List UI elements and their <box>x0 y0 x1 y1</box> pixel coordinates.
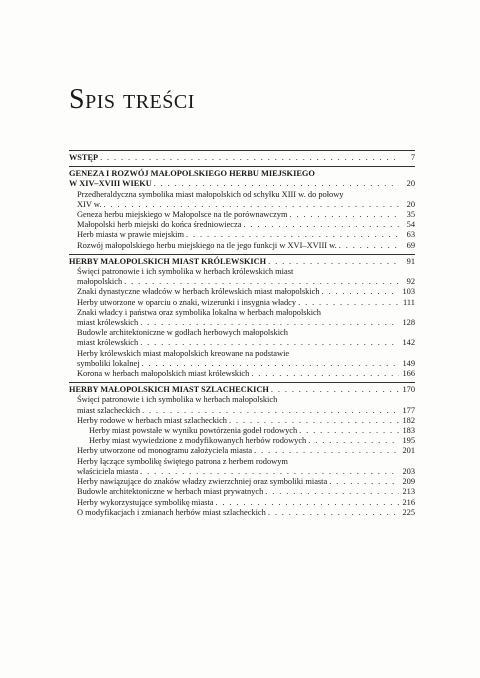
toc-entry-title: właściciela miasta <box>77 466 139 476</box>
leader-dots <box>124 277 399 287</box>
toc-entry-page: 91 <box>406 256 415 266</box>
toc-entry[interactable] <box>69 369 415 379</box>
toc-entry[interactable] <box>69 318 415 328</box>
toc-entry[interactable] <box>69 426 415 436</box>
toc-entry-title: Herby rodowe w herbach miast szlacheckich <box>77 415 227 425</box>
leader-dots <box>100 153 399 163</box>
toc-section-intro <box>69 150 415 163</box>
toc-entry-page: 20 <box>406 179 415 189</box>
leader-dots <box>154 179 399 189</box>
toc-entry[interactable] <box>69 385 415 395</box>
leader-dots <box>216 498 399 508</box>
toc-entry-title: Rozwój małopolskiego herbu miejskiego na tle jego funkcji w XVI–XVIII w. <box>77 240 337 250</box>
leader-dots <box>268 508 399 518</box>
toc-entry-title: miast królewskich <box>77 338 139 348</box>
leader-dots <box>322 287 399 297</box>
toc-entry-page: 203 <box>402 466 415 476</box>
toc-entry-page: 201 <box>402 446 415 456</box>
toc-entry[interactable] <box>69 287 415 297</box>
leader-dots <box>298 298 399 308</box>
toc-entry-page: 182 <box>402 415 415 425</box>
toc-entry-title: Herby nawiązujące do znaków władzy zwierzchniej oraz symboliki miasta <box>77 477 328 487</box>
toc-entry-title: miast królewskich <box>77 318 139 328</box>
toc-entry-page: 183 <box>402 426 415 436</box>
leader-dots <box>229 416 399 426</box>
toc-entry-title: Geneza herbu miejskiego w Małopolsce na tle porównawczym <box>77 210 288 220</box>
toc-entry[interactable] <box>69 210 415 220</box>
toc-entry[interactable] <box>69 277 415 287</box>
toc-entry[interactable] <box>69 257 415 267</box>
toc-entry-title: Herby miast wywiedzione z modyfikowanych herbów rodowych <box>89 436 307 446</box>
toc-entry-title: miast szlacheckich <box>77 405 141 415</box>
toc-entry[interactable] <box>69 436 415 446</box>
page-title: Spis treści <box>69 84 195 115</box>
toc-section-geneza <box>69 166 415 251</box>
toc-entry[interactable] <box>69 220 415 230</box>
toc-entry-continued: Budowle architektoniczne w godłach herbowych małopolskich <box>77 328 288 338</box>
toc-entry-continued: Herby królewskich miast małopolskich kreowane na podstawie <box>77 348 290 358</box>
toc-entry[interactable] <box>69 153 415 163</box>
toc-entry-page: 209 <box>402 477 415 487</box>
toc-entry-title: Budowle architektoniczne w herbach miast prywatnych <box>77 487 264 497</box>
toc-entry-continued: Przedheraldyczna symbolika miast małopolskich od schyłku XIII w. do połowy <box>77 189 344 199</box>
toc-entry-page: 177 <box>402 405 415 415</box>
toc-entry[interactable] <box>69 416 415 426</box>
toc-entry-page: 213 <box>402 487 415 497</box>
leader-dots <box>142 359 399 369</box>
toc-entry-title: WSTĘP <box>69 153 99 162</box>
toc-entry[interactable] <box>69 446 415 456</box>
toc-entry-page: 170 <box>402 385 415 395</box>
toc-entry-page: 92 <box>406 277 415 287</box>
toc-entry-continued: Święci patronowie i ich symbolika w herbach małopolskich <box>77 395 278 405</box>
toc-entry-page: 149 <box>402 358 415 368</box>
toc-entry-page: 225 <box>402 507 415 517</box>
toc-entry-page: 69 <box>406 240 415 250</box>
toc-entry-page: 216 <box>402 497 415 507</box>
toc-entry-page: 7 <box>410 153 415 162</box>
leader-dots <box>308 436 399 446</box>
leader-dots <box>299 426 399 436</box>
toc-entry-continued: Herby łączące symbolikę świętego patrona z herbem rodowym <box>77 456 288 466</box>
toc-entry-title: Herby utworzone od monogramu założyciela miasta <box>77 446 253 456</box>
leader-dots <box>140 467 399 477</box>
toc-entry-page: 111 <box>403 297 415 307</box>
toc-entry[interactable] <box>69 467 415 477</box>
toc-entry-page: 54 <box>406 220 415 230</box>
toc-entry[interactable] <box>69 487 415 497</box>
table-of-contents <box>69 150 415 521</box>
toc-entry[interactable] <box>69 498 415 508</box>
toc-entry[interactable] <box>69 406 415 416</box>
toc-entry-page: 142 <box>402 338 415 348</box>
toc-section-krolewskie <box>69 254 415 379</box>
toc-entry-title: HERBY MAŁOPOLSKICH MIAST KRÓLEWSKICH <box>69 256 267 266</box>
toc-entry-title: O modyfikacjach i zmianach herbów miast szlacheckich <box>77 507 266 517</box>
leader-dots <box>186 230 399 240</box>
leader-dots <box>142 406 399 416</box>
toc-entry[interactable] <box>69 200 415 210</box>
toc-entry-title: W XIV–XVIII WIEKU <box>69 179 152 189</box>
leader-dots <box>339 241 399 251</box>
toc-entry-page: 103 <box>402 287 415 297</box>
leader-dots <box>268 257 399 267</box>
toc-entry[interactable] <box>69 338 415 348</box>
toc-entry[interactable] <box>69 230 415 240</box>
toc-heading-line: GENEZA I ROZWÓJ MAŁOPOLSKIEGO HERBU MIEJSKIEGO <box>69 169 315 179</box>
leader-dots <box>140 318 399 328</box>
toc-entry-page: 128 <box>402 318 415 328</box>
leader-dots <box>243 220 399 230</box>
leader-dots <box>289 210 399 220</box>
toc-entry-title: małopolskich <box>77 277 123 287</box>
toc-section-szlacheckie <box>69 382 415 518</box>
toc-entry[interactable] <box>69 477 415 487</box>
toc-entry-page: 35 <box>406 210 415 220</box>
leader-dots <box>329 477 399 487</box>
toc-entry[interactable] <box>69 179 415 189</box>
toc-entry-title: Herby wykorzystujące symbolikę miasta <box>77 497 214 507</box>
toc-entry-title: HERBY MAŁOPOLSKICH MIAST SZLACHECKICH <box>69 385 269 395</box>
toc-entry-page: 63 <box>406 230 415 240</box>
toc-entry-title: Herby miast powstałe w wyniku powtórzenia godeł rodowych <box>89 426 298 436</box>
toc-entry[interactable] <box>69 298 415 308</box>
leader-dots <box>254 446 399 456</box>
toc-entry[interactable] <box>69 508 415 518</box>
toc-entry-title: Małopolski herb miejski do końca średniowiecza <box>77 220 242 230</box>
leader-dots <box>140 338 399 348</box>
leader-dots <box>103 200 399 210</box>
toc-entry-page: 20 <box>406 199 415 209</box>
toc-entry-title: XIV w. <box>77 199 102 209</box>
toc-entry-title: Herb miasta w prawie miejskim <box>77 230 184 240</box>
toc-entry-continued: Znaki władcy i państwa oraz symbolika lokalna w herbach małopolskich <box>77 307 321 317</box>
toc-entry-title: Znaki dynastyczne władców w herbach królewskich miast małopolskich <box>77 287 320 297</box>
toc-entry-title: Herby utworzone w oparciu o znaki, wizerunki i insygnia władcy <box>77 297 297 307</box>
toc-entry-page: 166 <box>402 369 415 379</box>
toc-entry-title: symboliki lokalnej <box>77 358 140 368</box>
leader-dots <box>265 487 399 497</box>
toc-entry-continued: Święci patronowie i ich symbolika w herbach królewskich miast <box>77 267 294 277</box>
leader-dots <box>251 369 399 379</box>
toc-entry[interactable] <box>69 241 415 251</box>
toc-entry-title: Korona w herbach małopolskich miast królewskich <box>77 369 250 379</box>
toc-entry-page: 195 <box>402 436 415 446</box>
toc-entry[interactable] <box>69 359 415 369</box>
leader-dots <box>271 385 399 395</box>
